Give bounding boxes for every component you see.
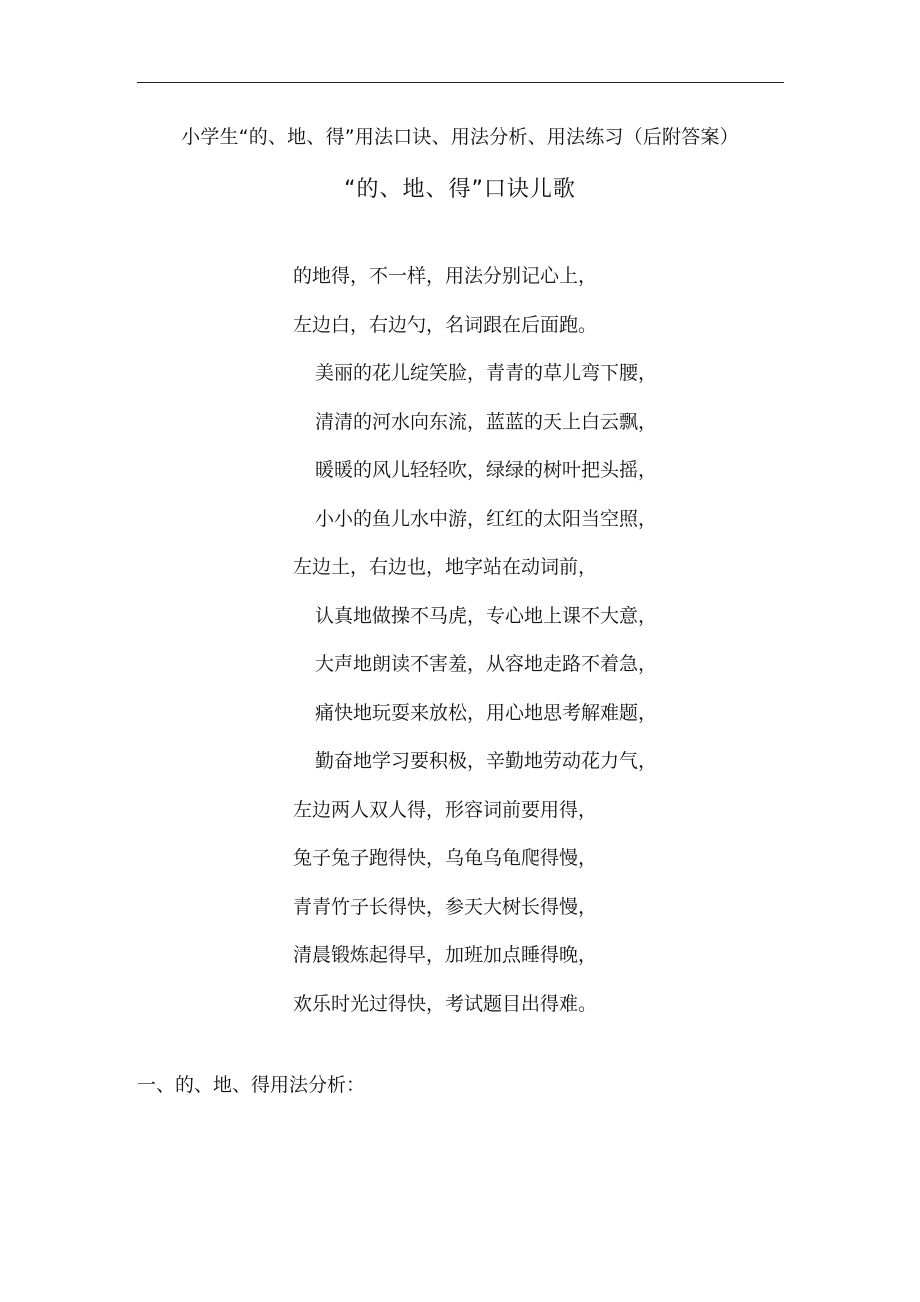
poem-line: 大声地朗读不害羞，从容地走路不着急， (315, 653, 658, 675)
poem-line: 左边白，右边勺，名词跟在后面跑。 (293, 313, 598, 336)
poem-line: 暖暖的风儿轻轻吹，绿绿的树叶把头摇， (315, 459, 658, 481)
poem-line: 清清的河水向东流，蓝蓝的天上白云飘， (315, 410, 658, 433)
poem-line: 左边土，右边也，地字站在动词前， (293, 556, 598, 578)
poem-line: 欢乐时光过得快，考试题目出得难。 (293, 992, 598, 1015)
poem-line: 认真地做操不马虎，专心地上课不大意， (315, 604, 658, 627)
poem-title: “的、地、得”口诀儿歌 (344, 177, 576, 202)
poem-line: 清晨锻炼起得早，加班加点睡得晚， (293, 944, 598, 966)
poem-line: 兔子兔子跑得快，乌龟乌龟爬得慢， (293, 847, 598, 869)
poem-line: 美丽的花儿绽笑脸，青青的草儿弯下腰， (315, 362, 658, 384)
poem-line: 痛快地玩耍来放松，用心地思考解难题， (315, 701, 658, 724)
poem-line: 勤奋地学习要积极，辛勤地劳动花力气， (315, 750, 658, 772)
poem-line: 的地得，不一样，用法分别记心上， (293, 265, 598, 287)
section-heading: 一、的、地、得用法分析： (137, 1074, 366, 1096)
header-rule (137, 82, 784, 83)
poem-line: 青青竹子长得快，参天大树长得慢， (293, 895, 598, 918)
poem-line: 小小的鱼儿水中游，红红的太阳当空照， (315, 507, 658, 530)
document-title: 小学生“的、地、得”用法口诀、用法分析、用法练习（后附答案） (181, 126, 739, 148)
poem-body (293, 258, 753, 1034)
poem-line: 左边两人双人得，形容词前要用得， (293, 798, 598, 821)
